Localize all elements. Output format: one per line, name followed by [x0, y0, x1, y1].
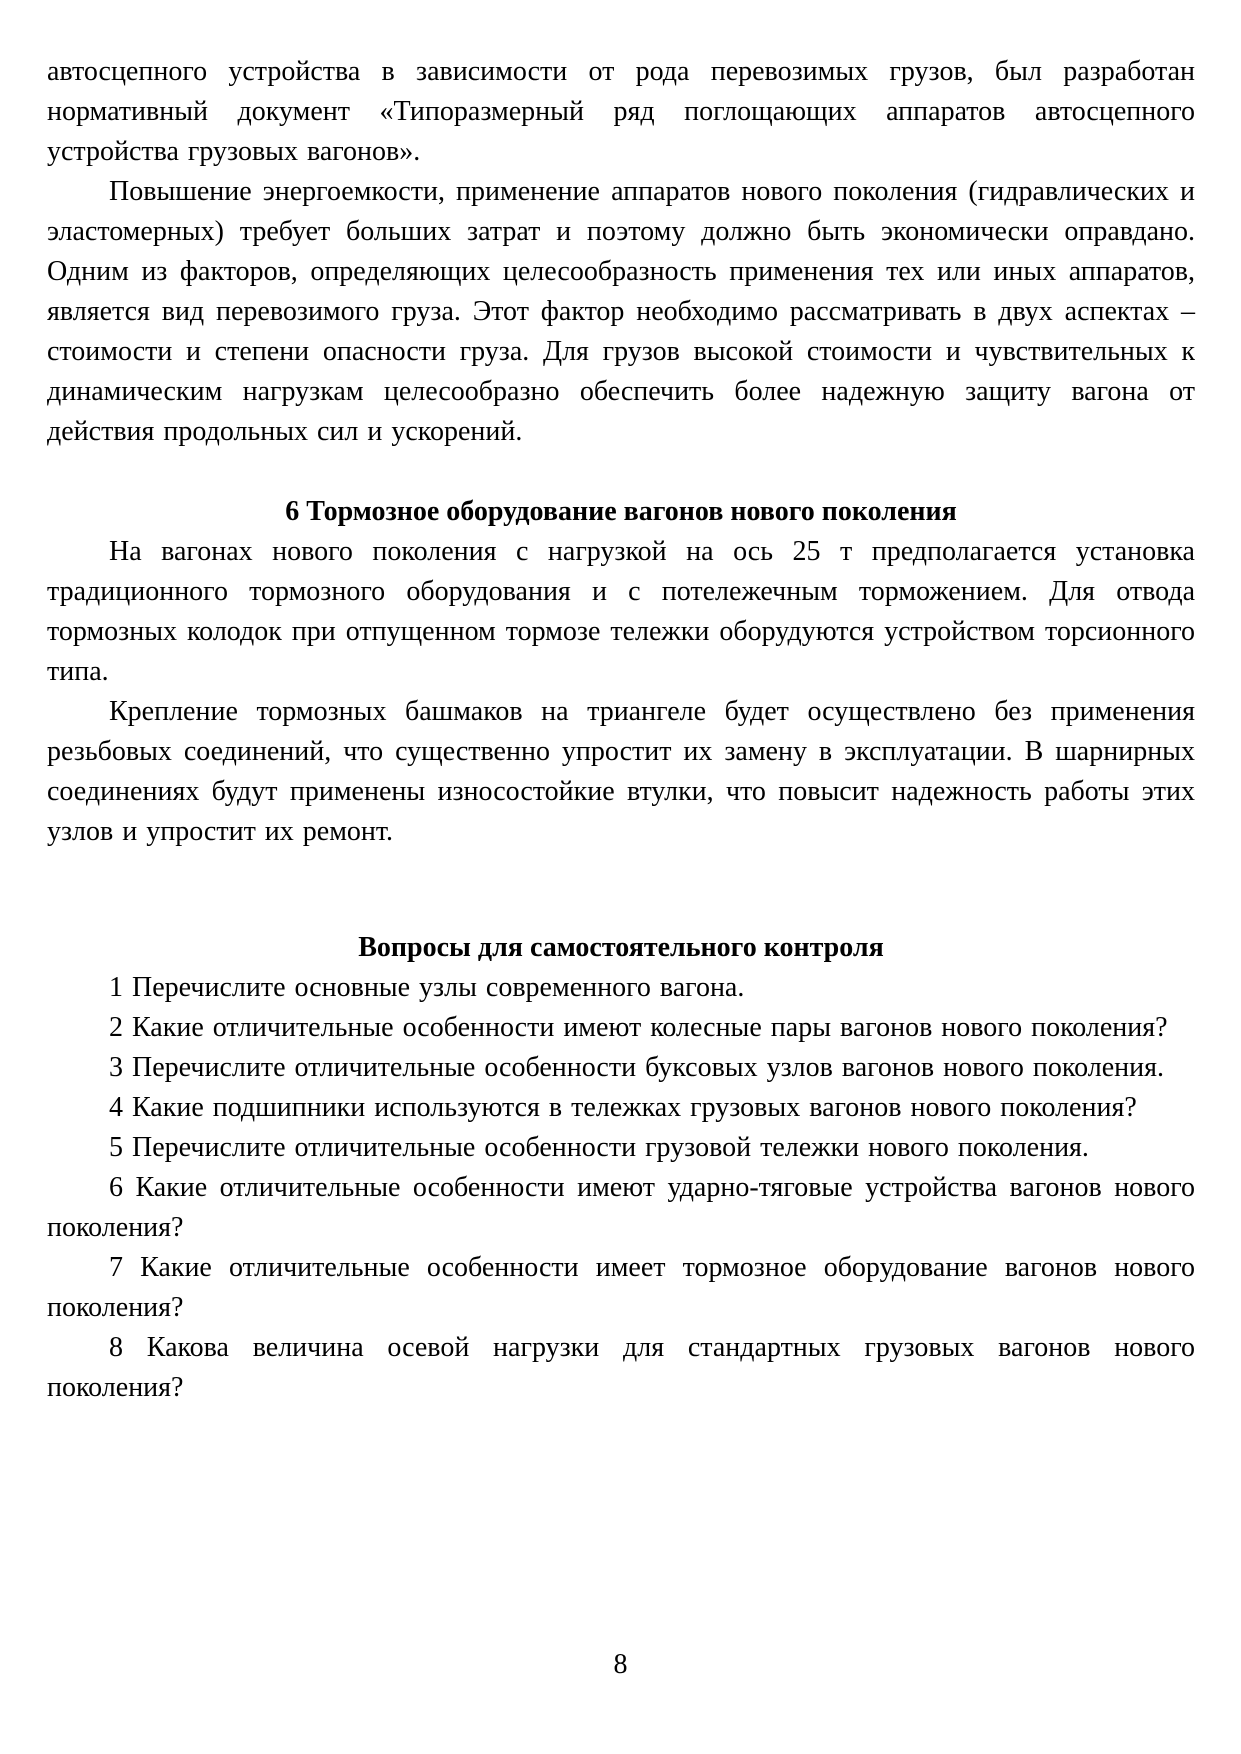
question-item-8: 8 Какова величина осевой нагрузки для стандартных грузовых вагонов нового поколения?: [47, 1332, 1195, 1403]
question-item-6: 6 Какие отличительные особенности имеют ударно-тяговые устройства вагонов нового поколения?: [47, 1172, 1195, 1243]
question-item-7: 7 Какие отличительные особенности имеет тормозное оборудование вагонов нового поколения?: [47, 1252, 1195, 1323]
question-item-4: 4 Какие подшипники используются в тележках грузовых вагонов нового поколения?: [109, 1092, 1137, 1123]
paragraph-brake-equipment-1: На вагонах нового поколения с нагрузкой на ось 25 т предполагается установка традиционного тормозного оборудования и с потележечным торможением. Для отвода тормозных колодок при отпущенном тормозе тележки оборудуются устройством торсионного типа.: [47, 536, 1195, 687]
question-item-3: 3 Перечислите отличительные особенности буксовых узлов вагонов нового поколения.: [109, 1052, 1164, 1083]
page-number: 8: [613, 1649, 628, 1680]
section-heading-brake-equipment: 6 Тормозное оборудование вагонов нового поколения: [285, 496, 957, 527]
question-item-1: 1 Перечислите основные узлы современного вагона.: [109, 972, 745, 1003]
questions-heading: Вопросы для самостоятельного контроля: [358, 932, 884, 963]
question-item-5: 5 Перечислите отличительные особенности грузовой тележки нового поколения.: [109, 1132, 1089, 1163]
question-item-2: 2 Какие отличительные особенности имеют колесные пары вагонов нового поколения?: [109, 1012, 1168, 1043]
paragraph-coupler-continuation: автосцепного устройства в зависимости от рода перевозимых грузов, был разработан нормативный документ «Типоразмерный ряд поглощающих аппаратов автосцепного устройства грузовых вагонов».: [47, 56, 1195, 167]
paragraph-brake-equipment-2: Крепление тормозных башмаков на триангеле будет осуществлено без применения резьбовых соединений, что существенно упростит их замену в эксплуатации. В шарнирных соединениях будут применены износостойкие втулки, что повысит надежность работы этих узлов и упростит их ремонт.: [47, 696, 1195, 847]
paragraph-energy-capacity: Повышение энергоемкости, применение аппаратов нового поколения (гидравлических и эластомерных) требует больших затрат и поэтому должно быть экономически оправдано. Одним из факторов, определяющих целесообразность применения тех или иных аппаратов, является вид перевозимого груза. Этот фактор необходимо рассматривать в двух аспектах – стоимости и степени опасности груза. Для грузов высокой стоимости и чувствительных к динамическим нагрузкам целесообразно обеспечить более надежную защиту вагона от действия продольных сил и ускорений.: [47, 176, 1195, 447]
